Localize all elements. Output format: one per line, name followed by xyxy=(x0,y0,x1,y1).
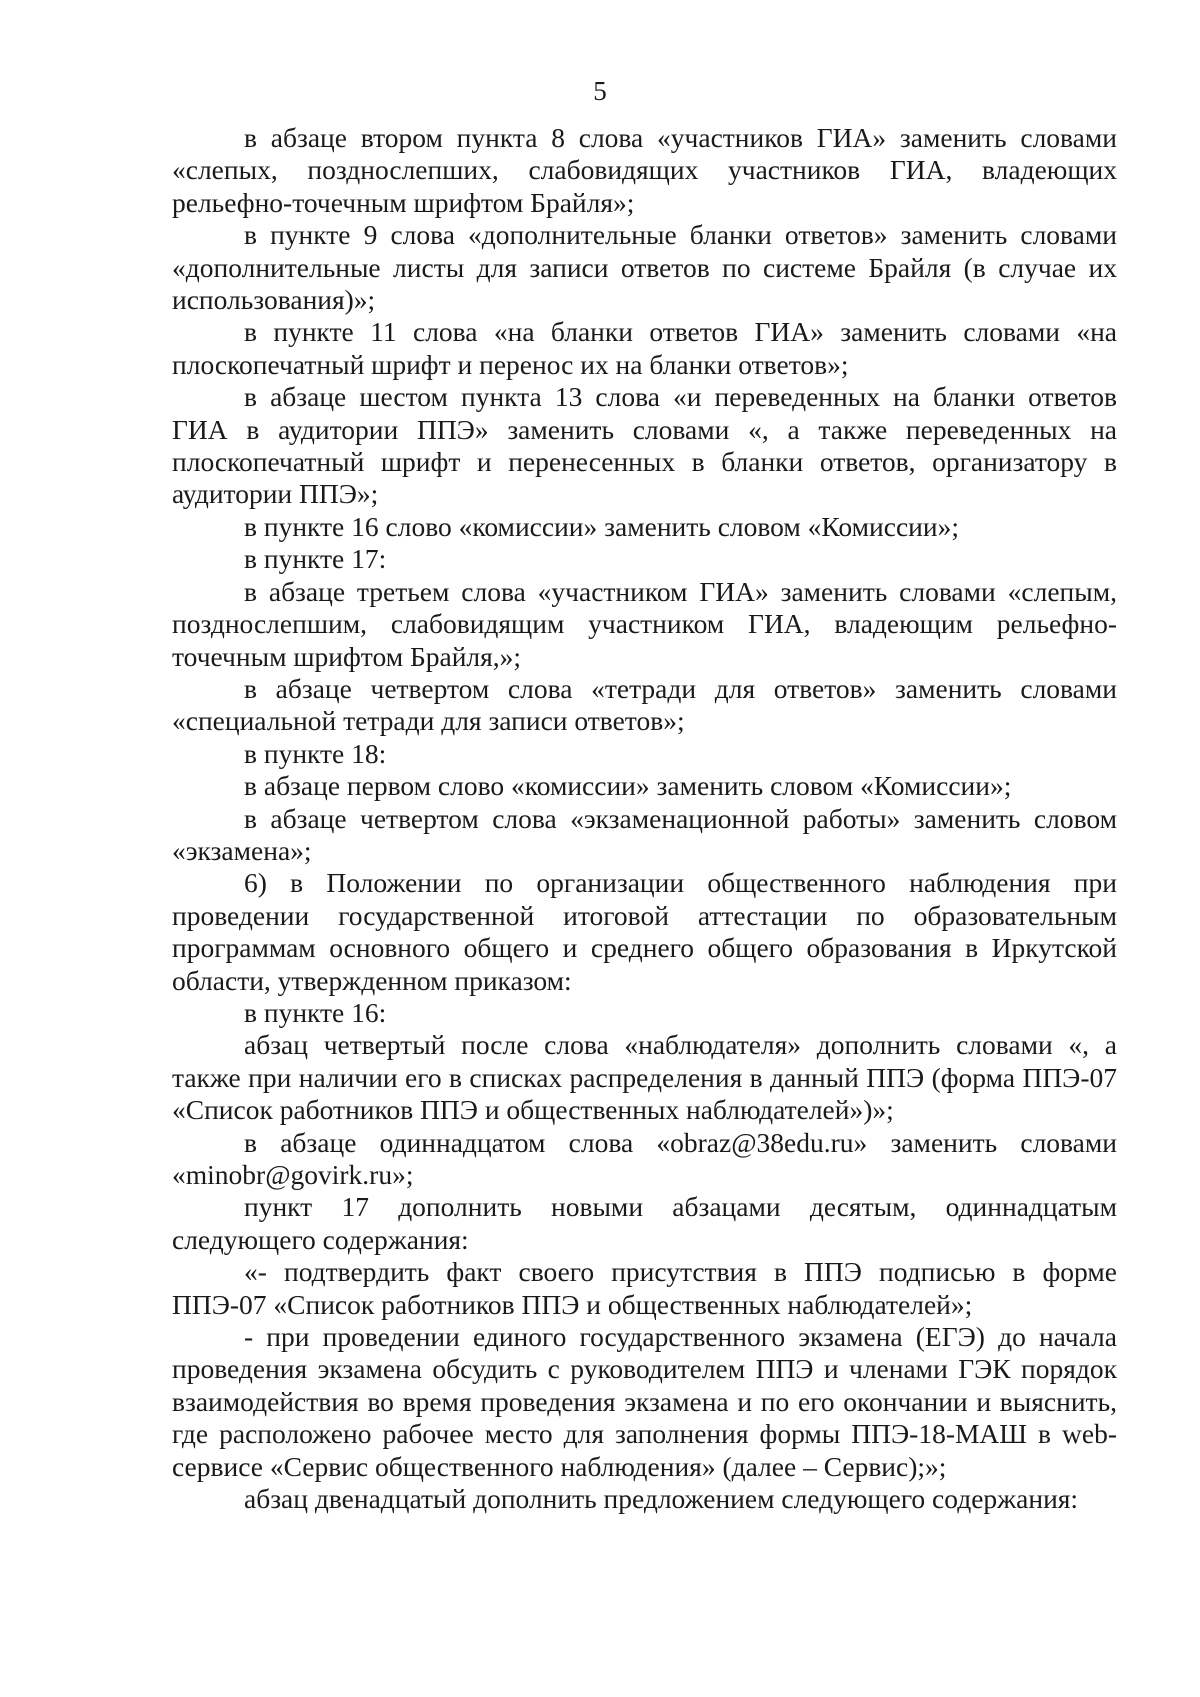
paragraph: в абзаце шестом пункта 13 слова «и переведенных на бланки ответов ГИА в аудитории ППЭ» заменить словами «, а также переведенных на плоскопечатный шрифт и перенесенных в бланки ответов, организатору в аудитории ППЭ»; xyxy=(172,381,1117,510)
paragraph: в абзаце одиннадцатом слова «obraz@38edu.ru» заменить словами «minobr@govirk.ru»; xyxy=(172,1126,1117,1190)
paragraph: в пункте 16: xyxy=(244,996,387,1028)
paragraph: - при проведении единого государственного экзамена (ЕГЭ) до начала проведения экзамена обсудить с руководителем ППЭ и членами ГЭК порядок взаимодействия во время проведения экзамена и по его окончании и выяснить, где расположено рабочее место для заполнения формы ППЭ-18-МАШ в web-сервисе «Сервис общественного наблюдения» (далее – Сервис);»; xyxy=(172,1321,1117,1482)
paragraph: в абзаце втором пункта 8 слова «участников ГИА» заменить словами «слепых, позднослепших, слабовидящих участников ГИА, владеющих рельефно-точечным шрифтом Брайля»; xyxy=(172,122,1117,218)
paragraph: абзац четвертый после слова «наблюдателя» дополнить словами «, а также при наличии его в списках распределения в данный ППЭ (форма ППЭ-07 «Список работников ППЭ и общественных наблюдателей»)»; xyxy=(172,1029,1117,1126)
paragraph: в абзаце третьем слова «участником ГИА» заменить словами «слепым, позднослепшим, слабовидящим участником ГИА, владеющим рельефно-точечным шрифтом Брайля,»; xyxy=(172,575,1117,672)
paragraph: в пункте 18: xyxy=(244,737,387,769)
paragraph: 6) в Положении по организации общественного наблюдения при проведении государственной итоговой аттестации по образовательным программам основного общего и среднего общего образования в Иркутской области, утвержденном приказом: xyxy=(172,867,1117,996)
document-body xyxy=(172,122,1117,1515)
paragraph: в пункте 17: xyxy=(244,543,387,575)
paragraph: в абзаце четвертом слова «тетради для ответов» заменить словами «специальной тетради для записи ответов»; xyxy=(172,672,1117,737)
paragraph: в пункте 11 слова «на бланки ответов ГИА» заменить словами «на плоскопечатный шрифт и перенос их на бланки ответов»; xyxy=(172,316,1117,380)
paragraph: «- подтвердить факт своего присутствия в ППЭ подписью в форме ППЭ-07 «Список работников ППЭ и общественных наблюдателей»; xyxy=(172,1256,1117,1320)
paragraph: абзац двенадцатый дополнить предложением следующего содержания: xyxy=(244,1483,1079,1515)
page-number: 5 xyxy=(593,76,607,106)
paragraph: в абзаце четвертом слова «экзаменационной работы» заменить словом «экзамена»; xyxy=(172,802,1117,866)
paragraph: в пункте 9 слова «дополнительные бланки ответов» заменить словами «дополнительные листы для записи ответов по системе Брайля (в случае их использования)»; xyxy=(172,219,1117,316)
paragraph: пункт 17 дополнить новыми абзацами десятым, одиннадцатым следующего содержания: xyxy=(172,1191,1117,1255)
paragraph: в пункте 16 слово «комиссии» заменить словом «Комиссии»; xyxy=(244,510,959,542)
paragraph: в абзаце первом слово «комиссии» заменить словом «Комиссии»; xyxy=(244,770,1012,802)
